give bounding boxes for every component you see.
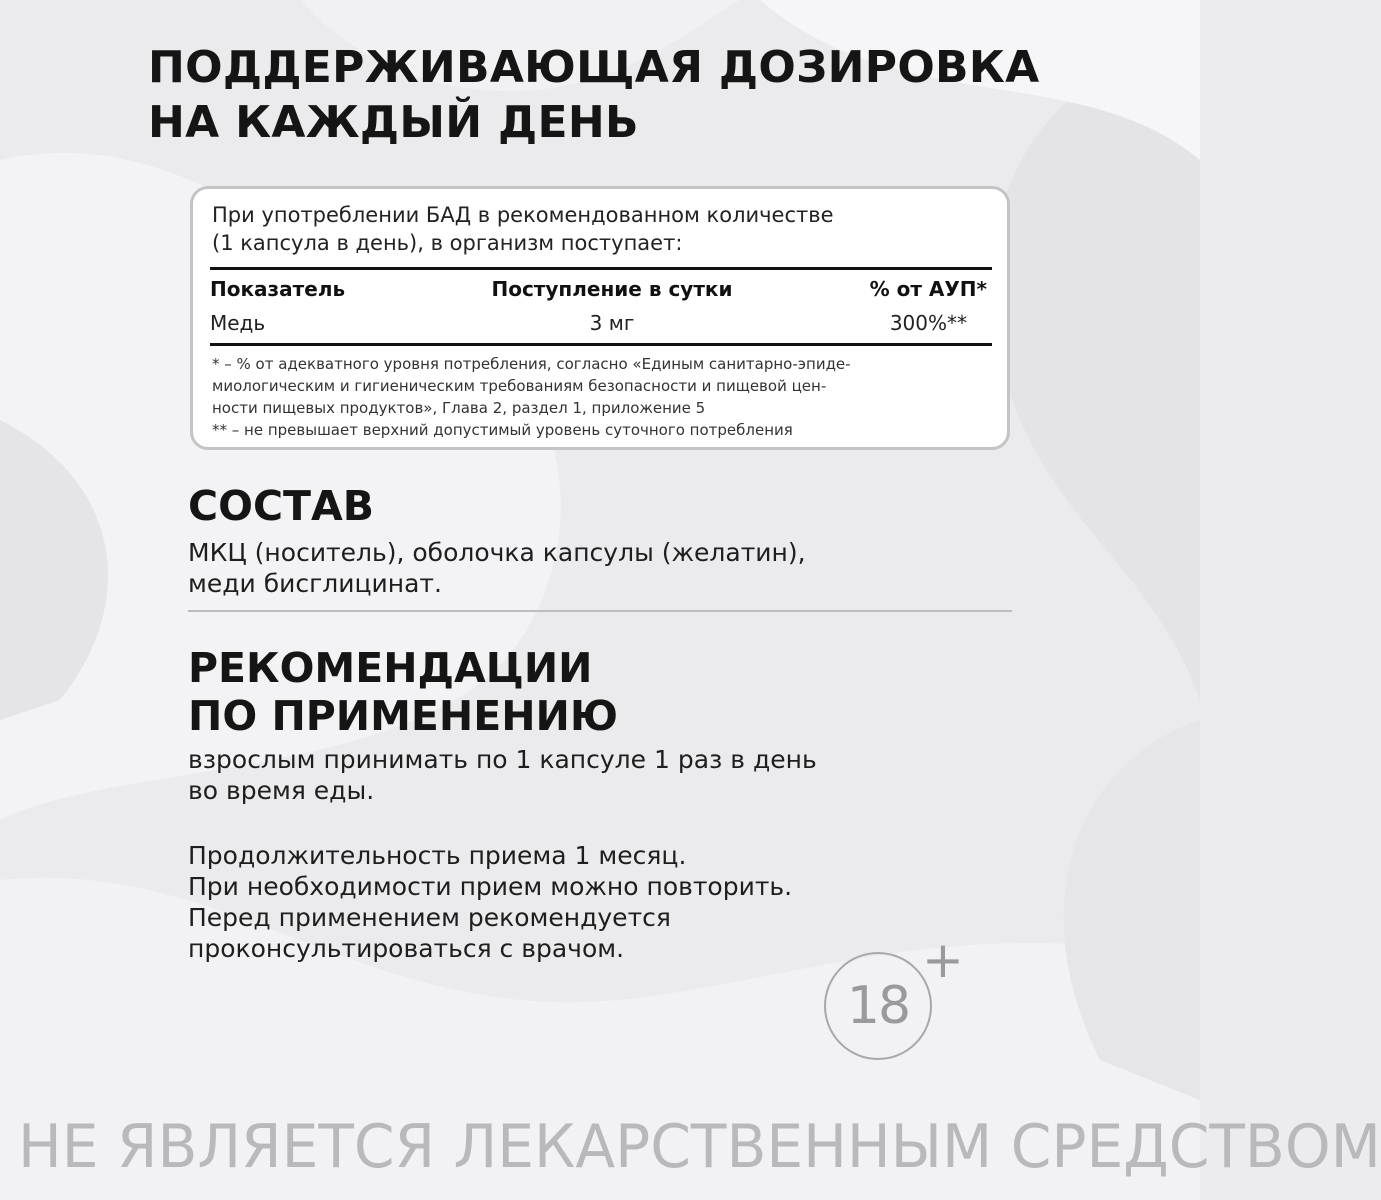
cell-percent: 300%** <box>889 311 967 335</box>
dosage-intro-line-2: (1 капсула в день), в организм поступает: <box>212 231 683 255</box>
dosage-intro-line-1: При употреблении БАД в рекомендованном количестве <box>212 203 834 227</box>
duration-line-1: Продолжительность приема 1 месяц. <box>188 841 687 870</box>
age-restriction-badge <box>824 931 964 1070</box>
age-badge-number: 18 <box>846 976 910 1036</box>
footnote-2: ** – не превышает верхний допустимый уровень суточного потребления <box>212 421 793 439</box>
usage-instructions <box>188 744 817 806</box>
duration-line-4: проконсультироваться с врачом. <box>188 934 625 963</box>
not-medicine-disclaimer: НЕ ЯВЛЯЕТСЯ ЛЕКАРСТВЕННЫМ СРЕДСТВОМ <box>18 1112 1381 1182</box>
composition-line-2: меди бисглицинат. <box>188 569 442 598</box>
column-header-percent: % от АУП* <box>869 277 987 301</box>
column-header-daily-intake: Поступление в сутки <box>491 277 733 301</box>
age-badge-plus: + <box>922 931 964 989</box>
section-divider <box>188 610 1012 612</box>
footnote-1-line-2: миологическим и гигиеническим требованиям безопасности и пищевой цен- <box>212 377 827 395</box>
cell-daily-intake: 3 мг <box>589 311 635 335</box>
composition-heading: СОСТАВ <box>188 482 374 530</box>
duration-instructions <box>188 840 792 964</box>
title-line-1: ПОДДЕРЖИВАЮЩАЯ ДОЗИРОВКА <box>148 42 1040 93</box>
table-bottom-rule <box>210 343 992 346</box>
footnote-1-line-1: * – % от адекватного уровня потребления, согласно «Единым санитарно-эпиде- <box>212 355 851 373</box>
usage-line-2: во время еды. <box>188 776 375 805</box>
recommendations-heading-line-2: ПО ПРИМЕНЕНИЮ <box>188 692 618 740</box>
duration-line-2: При необходимости прием можно повторить. <box>188 872 793 901</box>
recommendations-heading-line-1: РЕКОМЕНДАЦИИ <box>188 644 593 692</box>
dosage-intro <box>212 201 992 257</box>
composition-line-1: МКЦ (носитель), оболочка капсулы (желатин), <box>188 538 806 567</box>
column-header-indicator: Показатель <box>210 277 346 301</box>
usage-line-1: взрослым принимать по 1 капсуле 1 раз в день <box>188 745 817 774</box>
page-title <box>148 40 1148 150</box>
duration-line-3: Перед применением рекомендуется <box>188 903 671 932</box>
table-footnotes <box>212 353 1002 441</box>
recommendations-heading <box>188 644 618 740</box>
cell-indicator: Медь <box>210 311 266 335</box>
dosage-card <box>190 186 1010 450</box>
composition-text <box>188 537 806 599</box>
title-line-2: НА КАЖДЫЙ ДЕНЬ <box>148 97 639 148</box>
table-top-rule <box>210 267 992 270</box>
footnote-1-line-3: ности пищевых продуктов», Глава 2, раздел 1, приложение 5 <box>212 399 706 417</box>
